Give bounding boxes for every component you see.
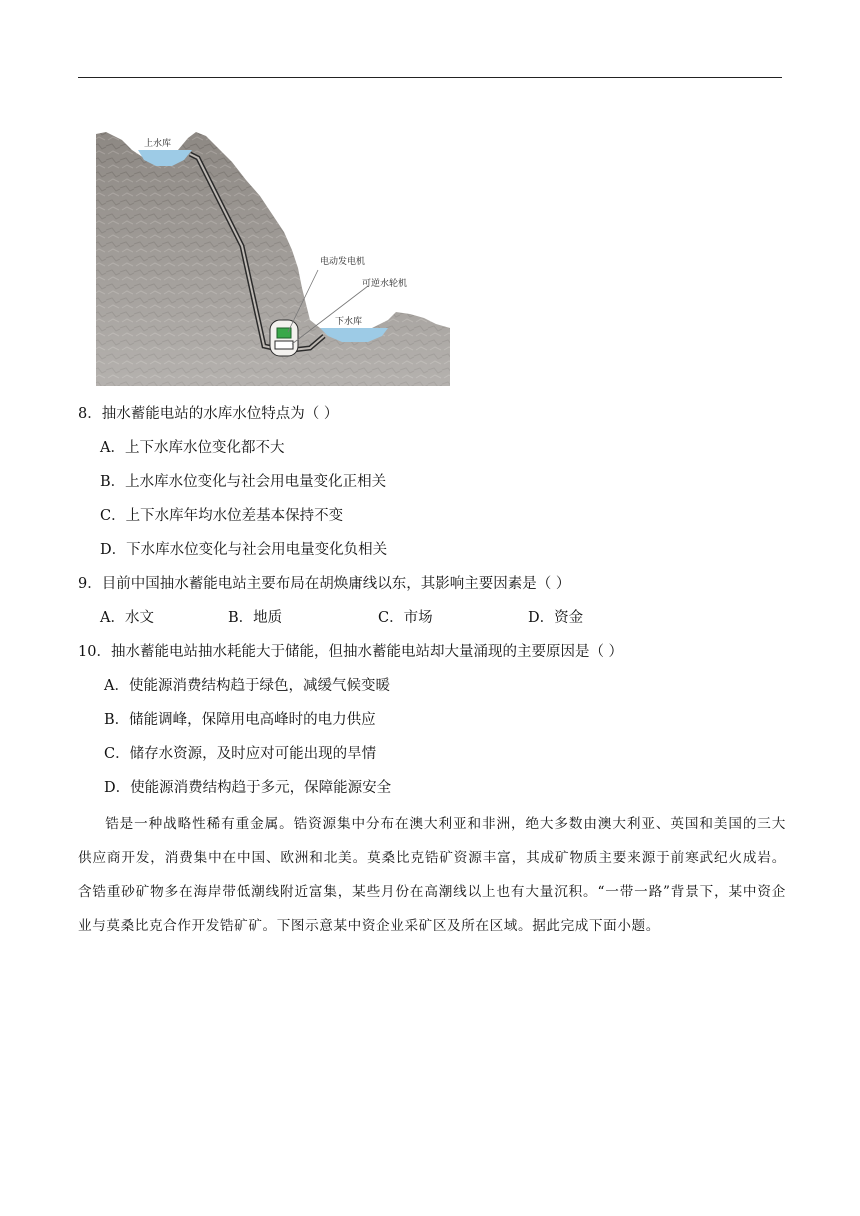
label-upper-reservoir: 上水库 [144,139,172,149]
label-lower-reservoir: 下水库 [335,317,363,327]
question-10-option-d: D．使能源消费结构趋于多元，保障能源安全 [104,780,392,796]
question-9-option-a: A．水文 [100,610,154,626]
question-9-option-c: C．市场 [378,610,433,626]
header-rule [78,77,782,78]
reversible-turbine-unit [275,341,293,349]
question-8-option-d: D．下水库水位变化与社会用电量变化负相关 [100,542,388,558]
question-10-stem: 10．抽水蓄能电站抽水耗能大于储能，但抽水蓄能电站却大量涌现的主要原因是（ ） [78,644,624,660]
question-9-option-d: D．资金 [528,610,584,626]
question-10-option-c: C．储存水资源，及时应对可能出现的旱情 [104,746,377,762]
label-motor-generator: 电动发电机 [320,257,366,267]
question-8-option-a: A．上下水库水位变化都不大 [100,440,285,456]
diagram-svg [92,128,454,390]
question-9-stem: 9．目前中国抽水蓄能电站主要布局在胡焕庸线以东，其影响主要因素是（ ） [78,576,571,592]
question-8-option-c: C．上下水库年均水位差基本保持不变 [100,508,344,524]
pumped-storage-diagram [92,128,454,390]
reading-passage: 锆是一种战略性稀有重金属。锆资源集中分布在澳大利亚和非洲，绝大多数由澳大利亚、英国和美国的三大供应商开发，消费集中在中国、欧洲和北美。莫桑比克锆矿资源丰富，其成矿物质主要来源于前寒武纪火成岩。含锆重砂矿物多在海岸带低潮线附近富集，某些月份在高潮线以上也有大量沉积。“一带一路”背景下，某中资企业与莫桑比克合作开发锆矿矿。下图示意某中资企业采矿区及所在区域。据此完成下面小题。 [78,816,786,934]
question-9-option-b: B．地质 [228,610,283,626]
question-8-option-b: B．上水库水位变化与社会用电量变化正相关 [100,474,387,490]
label-reversible-turbine: 可逆水轮机 [362,279,408,289]
question-8-stem: 8．抽水蓄能电站的水库水位特点为（ ） [78,406,339,422]
question-10-option-a: A．使能源消费结构趋于绿色，减缓气候变暖 [104,678,390,694]
question-10-option-b: B．储能调峰，保障用电高峰时的电力供应 [104,712,376,728]
